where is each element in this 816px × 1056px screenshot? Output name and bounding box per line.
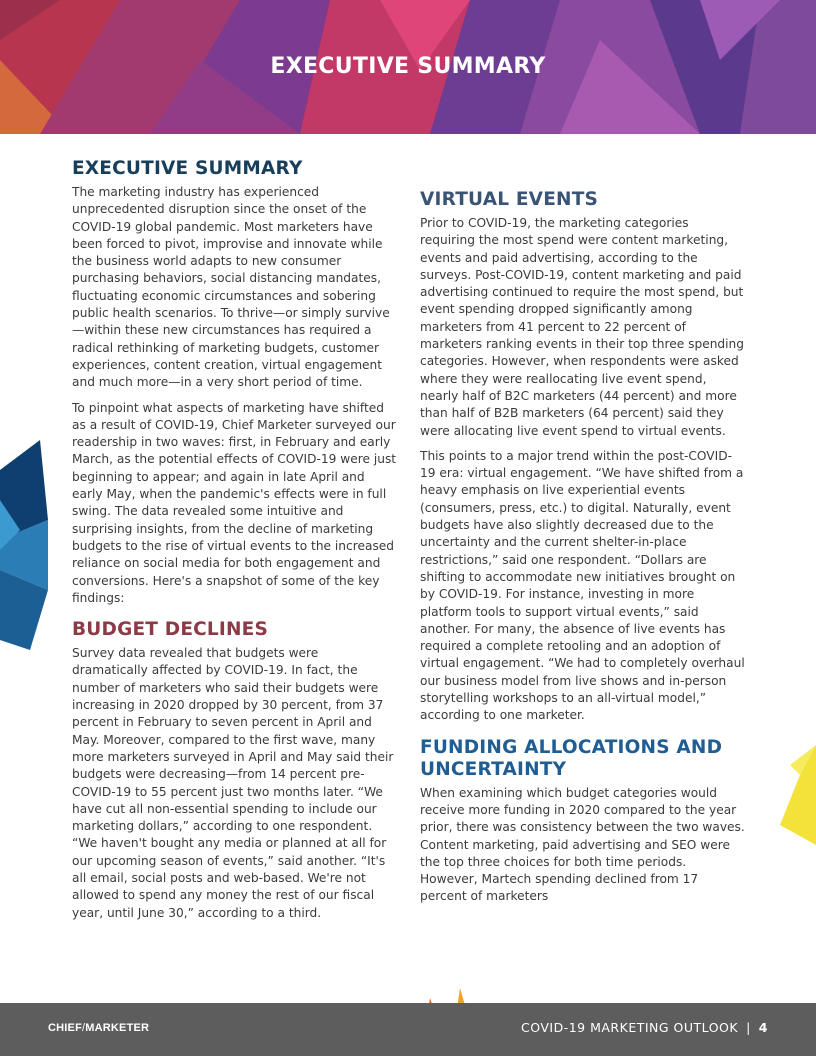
- chief-marketer-logo: CHIEF/MARKETER: [48, 1022, 150, 1034]
- header-banner: [0, 0, 816, 134]
- left-decorative-shapes: [0, 440, 48, 650]
- budget-declines-paragraph: Survey data revealed that budgets were dramatically affected by COVID-19. In fact, the number of marketers who said their budgets were increasing in 2020 dropped by 30 percent, from 37 percent in February to seven percent in April and May. Moreover, compared to the first wave, many more marketers surveyed in April and May said their budgets were decreasing—from 14 percent pre-COVID-19 to 55 percent just two months later. “We have cut all non-essential spending to include our marketing dollars,” according to one respondent. “We haven't bought any media or planned at all for our upcoming season of events,” said another. “It's all email, social posts and web-based. We're not allowed to spend any money the rest of our fiscal year, until June 30,” according to a third.: [72, 646, 394, 920]
- executive-summary-heading: EXECUTIVE SUMMARY: [72, 158, 303, 179]
- right-column: [420, 189, 746, 914]
- footer-separator: |: [746, 1020, 751, 1035]
- virtual-events-heading: VIRTUAL EVENTS: [420, 189, 599, 210]
- logo-text-marketer: MARKETER: [85, 1022, 150, 1034]
- budget-declines-heading: BUDGET DECLINES: [72, 619, 269, 641]
- footer-bar: [0, 1003, 816, 1056]
- footer-title: COVID-19 MARKETING OUTLOOK: [521, 1020, 739, 1035]
- left-column: [72, 158, 398, 930]
- virtual-events-paragraph-2: This points to a major trend within the post-COVID-19 era: virtual engagement. “We have shifted from a heavy emphasis on live experiential events (consumers, press, etc.) to digital. Naturally, event budgets have also slightly decreased due to the uncertainty and the current shelter-in-place restrictions,” said one respondent. “Dollars are shifting to accommodate new initiatives brought on by COVID-19. For instance, investing in more platform tools to support virtual events,” said another. For many, the absence of live events has required a complete retooling and an adoption of virtual engagement. “We had to completely overhaul our business model from live shows and in-person storytelling workshops to an all-virtual model,” according to one marketer.: [420, 448, 745, 723]
- virtual-events-paragraph-1: Prior to COVID-19, the marketing categories requiring the most spend were content marketing, events and paid advertising, according to the surveys. Post-COVID-19, content marketing and paid advertising continued to require the most spend, but event spending dropped significantly among marketers from 41 percent to 22 percent of marketers ranking events in their top three spending categories. However, when respondents were asked where they were reallocating live event spend, nearly half of B2C marketers (44 percent) and more than half of B2B marketers (64 percent) said they were allocating live event spend to virtual events.: [420, 216, 745, 438]
- header-title: EXECUTIVE SUMMARY: [270, 54, 546, 79]
- executive-summary-paragraph-2: To pinpoint what aspects of marketing have shifted as a result of COVID-19, Chief Marketer surveyed our readership in two waves: first, in February and early March, as the potential effects of COVID-19 were just beginning to appear; and again in late April and early May, when the pandemic's effects were in full swing. The data revealed some intuitive and surprising insights, from the decline of marketing budgets to the rise of virtual events to the increased reliance on social media for both engagement and conversions. Here's a snapshot of some of the key findings:: [72, 400, 397, 605]
- page-number: 4: [758, 1020, 768, 1035]
- executive-summary-paragraph-1: The marketing industry has experienced unprecedented disruption since the onset of the COVID-19 global pandemic. Most marketers have been forced to pivot, improvise and innovate while the business world adapts to new consumer purchasing behaviors, social distancing mandates, fluctuating economic circumstances and sobering public health scenarios. To thrive—or simply survive—within these new circumstances has required a radical rethinking of marketing budgets, customer experiences, content creation, virtual engagement and much more—in a very short period of time.: [72, 185, 390, 390]
- funding-paragraph: When examining which budget categories would receive more funding in 2020 compared to the year prior, there was consistency between the two waves. Content marketing, paid advertising and SEO were the top three choices for both time periods. However, Martech spending declined from 17 percent of marketers: [420, 785, 745, 904]
- footer-publication: [521, 1020, 768, 1035]
- funding-heading: FUNDING ALLOCATIONS AND UNCERTAINTY: [420, 736, 723, 780]
- right-decorative-shapes: [760, 745, 816, 845]
- logo-text-chief: CHIEF: [48, 1022, 82, 1034]
